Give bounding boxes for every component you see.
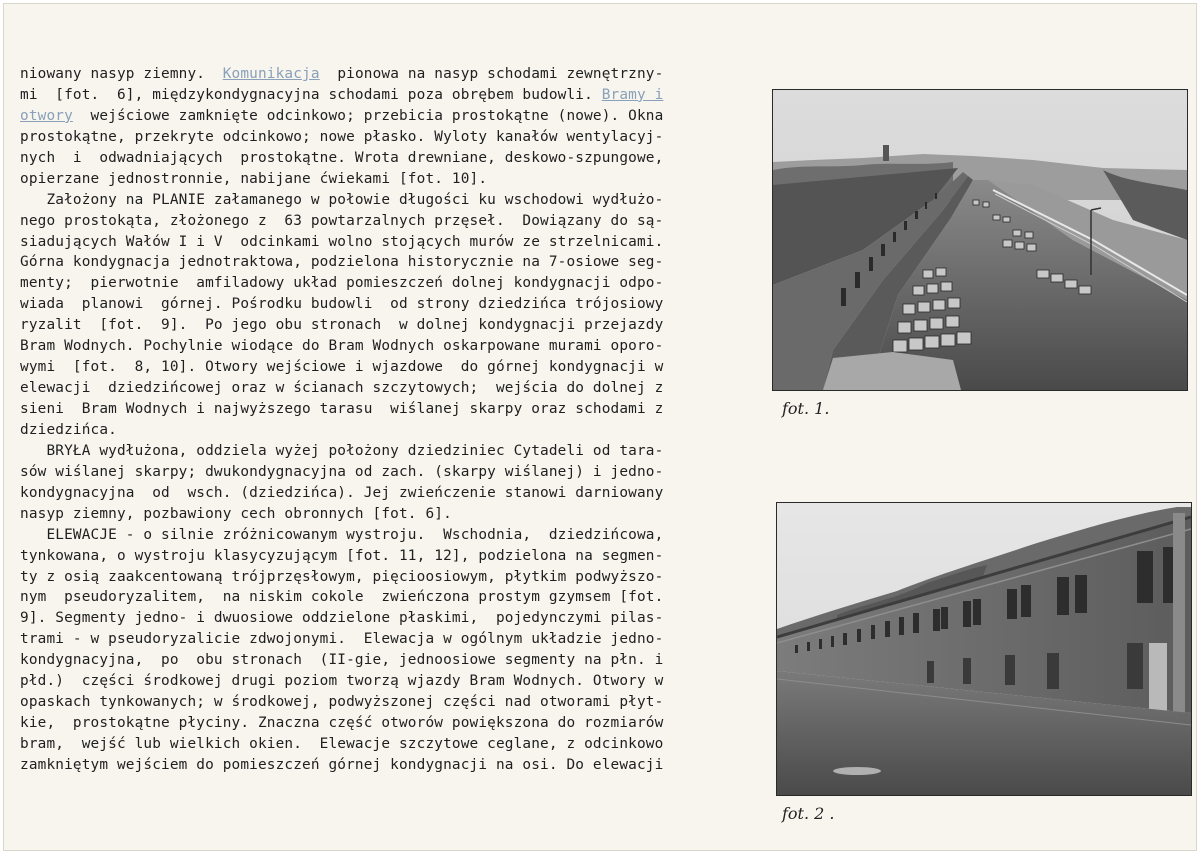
text-line: wymi [fot. 8, 10]. Otwory wejściowe i wjazdowe do górnej kondygnacji w bbox=[20, 359, 664, 376]
photo-fot-2 bbox=[776, 502, 1192, 796]
photo-caption-fot-1: fot. 1. bbox=[782, 399, 830, 418]
text-line: menty; pierwotnie amfiladowy układ pomieszczeń dolnej kondygnacji odpo- bbox=[20, 275, 664, 292]
text-line: nasyp ziemny, pozbawiony cech obronnych [fot. 6]. bbox=[20, 505, 452, 522]
text-line: Bram Wodnych. Pochylnie wiodące do Bram Wodnych oskarpowane murami oporo- bbox=[20, 338, 664, 355]
text-line bbox=[20, 776, 762, 797]
text-line: sieni Bram Wodnych i najwyższego tarasu wiślanej skarpy oraz schodami z bbox=[20, 401, 664, 417]
text-line: kie, prostokątne płyciny. Znaczna część otworów powiększona do rozmiarów bbox=[20, 715, 664, 732]
text-line: prostokątne, przekryte odcinkowo; nowe płasko. Wyloty kanałów wentylacyj- bbox=[20, 128, 664, 145]
text-line: opaskach tynkowanych; w środkowej, podwyższonej części nad otworami płyt- bbox=[20, 694, 664, 711]
link-bramy-i-otwory[interactable]: Bramy i bbox=[601, 86, 664, 103]
text-line: ELEWACJE - o silnie zróżnicowanym wystroju. Wschodnia, dziedzińcowa, bbox=[20, 526, 664, 543]
photo-caption-fot-2: fot. 2 . bbox=[782, 804, 835, 823]
text-line: Założony na PLANIE załamanego w połowie długości ku wschodowi wydłużo- bbox=[20, 191, 664, 208]
text-line: opierzane jednostronnie, nabijane ćwiekami [fot. 10]. bbox=[20, 170, 488, 187]
text-line: trami - w pseudoryzalicie zdwojonymi. Elewacja w ogólnym układzie jedno- bbox=[20, 631, 664, 648]
text-line: ryzalit [fot. 9]. Po jego obu stronach w dolnej kondygnacji przejazdy bbox=[20, 317, 664, 334]
text-line: 9]. Segmenty jedno- i dwuosiowe oddzielone płaskimi, pojedynczymi pilas- bbox=[20, 610, 664, 627]
text-line: Górna kondygnacja jednotraktowa, podzielona historycznie na 7-osiowe seg- bbox=[20, 254, 664, 271]
text-line: otwory wejściowe zamknięte odcinkowo; przebicia prostokątne (nowe). Okna bbox=[20, 107, 664, 124]
text-line: sów wiślanej skarpy; dwukondygnacyjna od zach. (skarpy wiślanej) i jedno- bbox=[20, 463, 664, 480]
text-line: płd.) części środkowej drugi poziom tworzą wjazdy Bram Wodnych. Otwory w bbox=[20, 673, 664, 690]
link-otwory[interactable]: otwory bbox=[20, 107, 73, 124]
text-line: niowany nasyp ziemny. Komunikacja pionowa na nasyp schodami zewnętrzny- bbox=[20, 66, 664, 82]
link-komunikacja[interactable]: Komunikacja bbox=[222, 66, 320, 82]
text-line: BRYŁA wydłużona, oddziela wyżej położony dziedziniec Cytadeli od tara- bbox=[20, 442, 664, 459]
text-line: kondygnacyjna, po obu stronach (II-gie, jednoosiowe segmenty na płn. i bbox=[20, 652, 664, 669]
text-line bbox=[20, 797, 762, 818]
text-line: nych i odwadniających prostokątne. Wrota drewniane, deskowo-szpungowe, bbox=[20, 149, 664, 166]
text-line: bram, wejść lub wielkich okien. Elewacje szczytowe ceglane, z odcinkowo bbox=[20, 736, 664, 752]
document-page bbox=[4, 4, 1196, 850]
text-line: mi [fot. 6], międzykondygnacyjna schodami poza obrębem budowli. Bramy i bbox=[20, 86, 664, 103]
text-line: zamkniętym wejściem do pomieszczeń górnej kondygnacji na osi. Do elewacji bbox=[20, 756, 664, 773]
text-line: nym pseudoryzalitem, na niskim cokole zwieńczona prostym gzymsem [fot. bbox=[20, 589, 664, 606]
text-line bbox=[20, 818, 762, 839]
photo-fot-1 bbox=[772, 89, 1188, 391]
text-line: wiada planowi górnej. Pośrodku budowli od strony dziedzińca trójosiowy bbox=[20, 296, 664, 313]
text-line: nego prostokąta, złożonego z 63 powtarzalnych przęseł. Dowiązany do są- bbox=[20, 212, 664, 229]
text-line: elewacji dziedzińcowej oraz w ścianach szczytowych; wejścia do dolnej z bbox=[20, 380, 664, 397]
text-line: tynkowana, o wystroju klasycyzującym [fot. 11, 12], podzielona na segmen- bbox=[20, 547, 664, 564]
text-line: ty z osią zaakcentowaną trójprzęsłowym, pięcioosiowym, płytkim podwyższo- bbox=[20, 568, 664, 585]
text-line: siadujących Wałów I i V odcinkami wolno stojących murów ze strzelnicami. bbox=[20, 233, 664, 250]
text-line: kondygnacyjna od wsch. (dziedzińca). Jej zwieńczenie stanowi darniowany bbox=[20, 484, 664, 501]
body-text bbox=[20, 64, 762, 839]
text-line: dziedzińca. bbox=[20, 421, 117, 438]
